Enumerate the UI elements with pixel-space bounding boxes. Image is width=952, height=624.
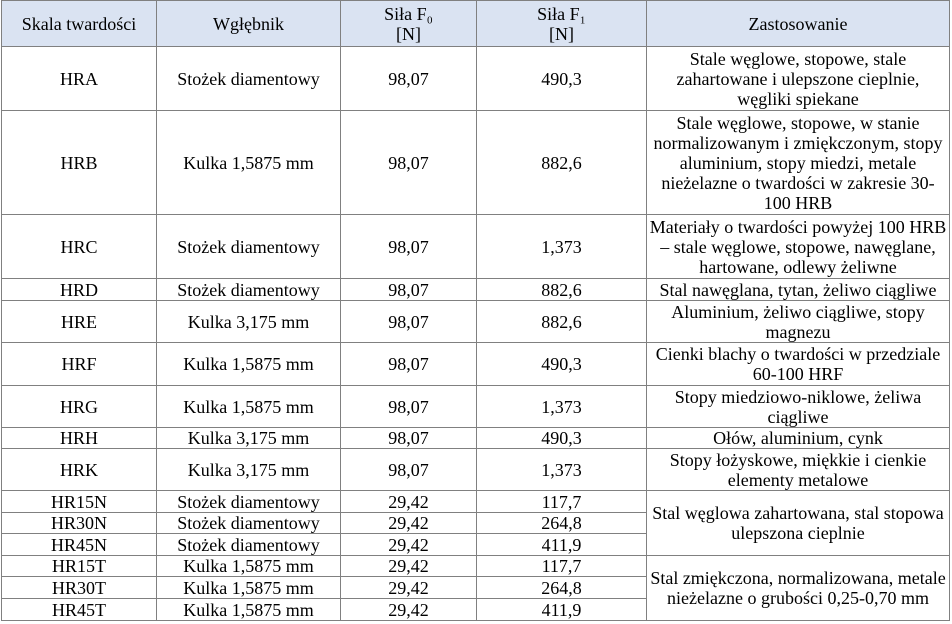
table-row <box>2 215 950 279</box>
header-force-f1-unit: [N] <box>549 23 574 44</box>
cell-force-f0: 98,07 <box>341 343 477 386</box>
cell-indenter: Stożek diamentowy <box>157 534 341 556</box>
cell-application: Ołów, aluminium, cynk <box>647 428 950 449</box>
cell-scale: HRK <box>2 449 157 491</box>
header-force-f0 <box>341 1 477 47</box>
cell-force-f0: 98,07 <box>341 386 477 428</box>
cell-force-f0: 29,42 <box>341 534 477 556</box>
cell-scale: HRC <box>2 215 157 279</box>
cell-force-f0: 29,42 <box>341 556 477 577</box>
cell-scale: HRH <box>2 428 157 449</box>
cell-scale: HR15T <box>2 556 157 577</box>
cell-indenter: Stożek diamentowy <box>157 513 341 534</box>
cell-force-f0: 98,07 <box>341 111 477 215</box>
table-row <box>2 301 950 343</box>
cell-force-f1: 1,373 <box>477 215 647 279</box>
cell-force-f0: 29,42 <box>341 513 477 534</box>
cell-application-group: Stal węglowa zahartowana, stal stopowa ulepszona cieplnie <box>647 491 950 556</box>
table-row <box>2 279 950 301</box>
cell-scale: HR30T <box>2 577 157 599</box>
header-force-f0-unit: [N] <box>396 23 421 44</box>
cell-force-f1: 117,7 <box>477 491 647 513</box>
cell-scale: HR45T <box>2 599 157 621</box>
cell-force-f1: 117,7 <box>477 556 647 577</box>
cell-force-f1: 882,6 <box>477 279 647 301</box>
cell-force-f1: 411,9 <box>477 534 647 556</box>
cell-force-f1: 264,8 <box>477 513 647 534</box>
cell-application: Stale węglowe, stopowe, w stanie normalizowanym i zmiękczonym, stopy aluminium, stopy miedzi, metale nieżelazne o twardości w zakresie 30-100 HRB <box>647 111 950 215</box>
table-row <box>2 556 950 577</box>
table-row <box>2 343 950 386</box>
cell-scale: HR45N <box>2 534 157 556</box>
cell-scale: HRB <box>2 111 157 215</box>
cell-force-f1: 1,373 <box>477 449 647 491</box>
cell-application: Stopy łożyskowe, miękkie i cienkie elementy metalowe <box>647 449 950 491</box>
cell-application: Cienki blachy o twardości w przedziale 60-100 HRF <box>647 343 950 386</box>
cell-force-f0: 29,42 <box>341 491 477 513</box>
cell-indenter: Kulka 3,175 mm <box>157 449 341 491</box>
table-row <box>2 491 950 513</box>
cell-force-f0: 29,42 <box>341 577 477 599</box>
cell-force-f0: 98,07 <box>341 279 477 301</box>
cell-force-f1: 490,3 <box>477 428 647 449</box>
cell-indenter: Kulka 1,5875 mm <box>157 556 341 577</box>
cell-indenter: Kulka 1,5875 mm <box>157 599 341 621</box>
cell-force-f0: 98,07 <box>341 47 477 111</box>
table-row <box>2 428 950 449</box>
cell-scale: HR30N <box>2 513 157 534</box>
cell-force-f0: 98,07 <box>341 215 477 279</box>
cell-force-f0: 98,07 <box>341 301 477 343</box>
cell-indenter: Stożek diamentowy <box>157 47 341 111</box>
table-row <box>2 111 950 215</box>
cell-indenter: Kulka 3,175 mm <box>157 301 341 343</box>
header-application: Zastosowanie <box>647 1 950 47</box>
cell-scale: HRF <box>2 343 157 386</box>
cell-application: Aluminium, żeliwo ciągliwe, stopy magnezu <box>647 301 950 343</box>
cell-scale: HR15N <box>2 491 157 513</box>
table-row <box>2 449 950 491</box>
cell-indenter: Kulka 1,5875 mm <box>157 577 341 599</box>
cell-force-f1: 411,9 <box>477 599 647 621</box>
hardness-scale-table <box>1 0 950 621</box>
header-force-f0-label: Siła F₀ <box>384 3 433 24</box>
cell-application-group: Stal zmiękczona, normalizowana, metale nieżelazne o grubości 0,25-0,70 mm <box>647 556 950 621</box>
cell-force-f1: 490,3 <box>477 47 647 111</box>
cell-force-f1: 882,6 <box>477 111 647 215</box>
cell-scale: HRE <box>2 301 157 343</box>
cell-force-f0: 98,07 <box>341 428 477 449</box>
table-row <box>2 386 950 428</box>
header-row <box>2 1 950 47</box>
cell-indenter: Stożek diamentowy <box>157 215 341 279</box>
cell-force-f1: 490,3 <box>477 343 647 386</box>
cell-force-f1: 1,373 <box>477 386 647 428</box>
cell-force-f1: 882,6 <box>477 301 647 343</box>
header-force-f1 <box>477 1 647 47</box>
header-scale: Skala twardości <box>2 1 157 47</box>
cell-scale: HRA <box>2 47 157 111</box>
header-force-f1-label: Siła F₁ <box>537 3 586 24</box>
cell-force-f0: 29,42 <box>341 599 477 621</box>
cell-application: Stal nawęglana, tytan, żeliwo ciągliwe <box>647 279 950 301</box>
cell-indenter: Kulka 1,5875 mm <box>157 111 341 215</box>
cell-force-f1: 264,8 <box>477 577 647 599</box>
cell-application: Materiały o twardości powyżej 100 HRB – stale węglowe, stopowe, nawęglane, hartowane, odlewy żeliwne <box>647 215 950 279</box>
cell-indenter: Stożek diamentowy <box>157 279 341 301</box>
cell-indenter: Kulka 1,5875 mm <box>157 386 341 428</box>
cell-scale: HRD <box>2 279 157 301</box>
cell-indenter: Kulka 1,5875 mm <box>157 343 341 386</box>
cell-indenter: Kulka 3,175 mm <box>157 428 341 449</box>
cell-application: Stale węglowe, stopowe, stale zahartowane i ulepszone cieplnie, węgliki spiekane <box>647 47 950 111</box>
table-row <box>2 47 950 111</box>
cell-indenter: Stożek diamentowy <box>157 491 341 513</box>
cell-force-f0: 98,07 <box>341 449 477 491</box>
cell-scale: HRG <box>2 386 157 428</box>
cell-application: Stopy miedziowo-niklowe, żeliwa ciągliwe <box>647 386 950 428</box>
header-indenter: Wgłębnik <box>157 1 341 47</box>
